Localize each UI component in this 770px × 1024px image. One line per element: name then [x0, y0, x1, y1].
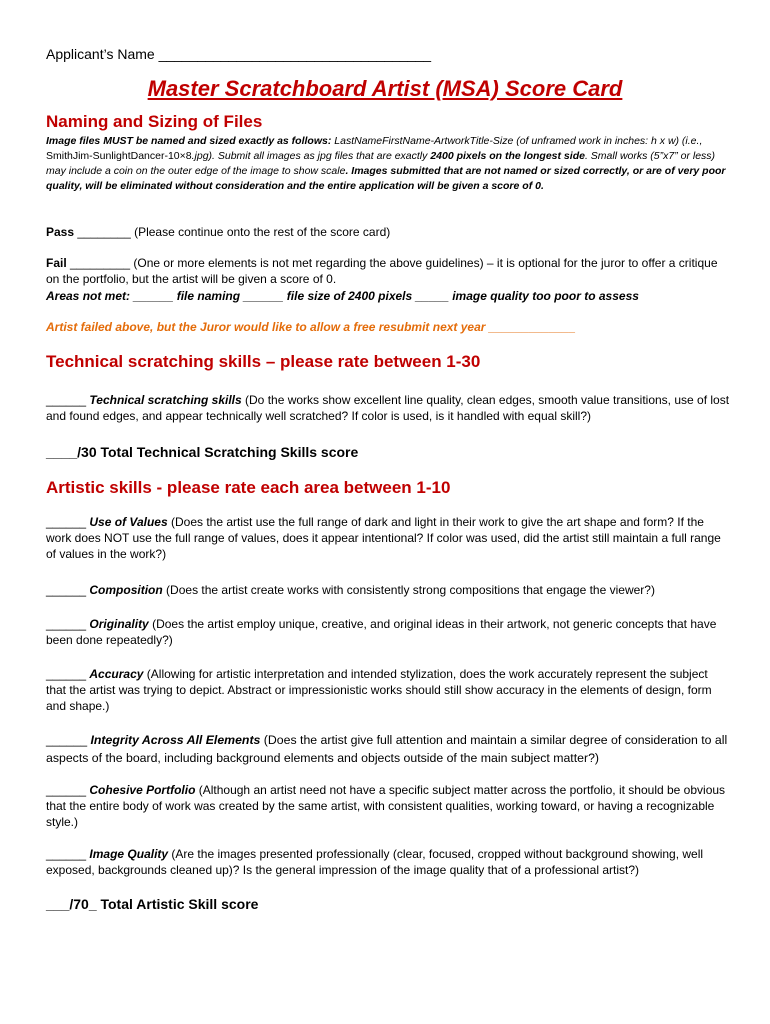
technical-heading: Technical scratching skills – please rate between 1-30: [46, 352, 481, 371]
item-label: Originality: [89, 617, 149, 631]
naming-heading: Naming and Sizing of Files: [46, 112, 263, 131]
naming-lead: Image files MUST be named and sized exactly as follows:: [46, 135, 335, 147]
artistic-item-accuracy: [46, 666, 730, 714]
item-blank: ______: [46, 733, 91, 747]
pass-line: [46, 224, 730, 240]
item-blank: ______: [46, 515, 90, 529]
page-title: Master Scratchboard Artist (MSA) Score Card: [147, 76, 623, 101]
item-desc: (Allowing for artistic interpretation and intended stylization, does the work accurately represent the subject that the artist was trying to depict. Abstract or impressionistic works should still show accuracy in the elements of design, form and shape.): [46, 667, 712, 713]
item-blank: ______: [46, 617, 90, 631]
artistic-item-integrity: [46, 731, 730, 767]
item-label: Integrity Across All Elements: [90, 733, 261, 747]
naming-instructions: [46, 134, 730, 194]
pass-text: ________ (Please continue onto the rest of the score card): [74, 225, 391, 239]
technical-item-blank: ______: [46, 393, 90, 407]
applicant-name-line: Applicant’s Name ___________________________________: [46, 46, 432, 62]
technical-item-label: Technical scratching skills: [89, 393, 242, 407]
item-blank: ______: [46, 583, 90, 597]
item-label: Cohesive Portfolio: [89, 783, 196, 797]
artistic-item-values: [46, 514, 730, 562]
item-blank: ______: [46, 783, 90, 797]
artistic-item-composition: [46, 582, 730, 598]
artistic-total: ___/70_ Total Artistic Skill score: [46, 896, 259, 912]
areas-not-met: Areas not met: ______ file naming ______ file size of 2400 pixels _____ image quality too poor to assess: [46, 289, 639, 303]
item-label: Accuracy: [89, 667, 144, 681]
item-desc: (Does the artist use the full range of dark and light in their work to give the art shape and form? If the work does NOT use the full range of values, does it appear intentional? If color was used, did the artist still maintain a full range of values in the work?): [46, 515, 721, 561]
pass-label: Pass: [46, 225, 75, 239]
item-blank: ______: [46, 667, 90, 681]
artistic-item-image-quality: [46, 846, 730, 878]
fail-label: Fail: [46, 256, 67, 270]
naming-jpg: .jpg). Submit all images as jpg files that are exactly: [191, 150, 431, 162]
item-blank: ______: [46, 847, 90, 861]
item-desc: (Does the artist give full attention and maintain a similar degree of consideration to all aspects of the board, including background elements and objects outside of the main subject matter?): [46, 733, 728, 765]
naming-format: LastNameFirstName-ArtworkTitle-Size (of unframed work in inches: h x w) (i.e.,: [334, 135, 703, 147]
technical-total: ____/30 Total Technical Scratching Skills score: [46, 444, 359, 460]
item-label: Use of Values: [89, 515, 168, 529]
naming-example: SmithJim-SunlightDancer-10×8: [46, 150, 192, 162]
item-desc: (Are the images presented professionally (clear, focused, cropped without background showing, well exposed, backgrounds cleaned up)? Is the general impression of the image quality that of a professional artist?): [46, 847, 704, 877]
naming-pixels: 2400 pixels on the longest side: [430, 150, 585, 162]
technical-item-desc: (Do the works show excellent line quality, clean edges, smooth value transitions, use of lost and found edges, and appear technically well scratched? If color is used, is it handled with equal skill?): [46, 393, 730, 423]
item-desc: (Does the artist employ unique, creative, and original ideas in their artwork, not generic concepts that have been done repeatedly?): [46, 617, 717, 647]
fail-line: [46, 255, 730, 287]
artistic-heading: Artistic skills - please rate each area between 1-10: [46, 478, 451, 497]
item-desc: (Does the artist create works with consistently strong compositions that engage the viewer?): [162, 583, 655, 597]
naming-elimination: . Images submitted that are not named or sized correctly, or are of very poor quality, will be eliminated without consideration and the entire application will be given a score of 0.: [46, 165, 726, 192]
artistic-item-cohesive: [46, 782, 730, 830]
resubmit-note: Artist failed above, but the Juror would like to allow a free resubmit next year _____________: [46, 320, 576, 334]
item-label: Composition: [89, 583, 163, 597]
fail-text: _________ (One or more elements is not met regarding the above guidelines) – it is optional for the juror to offer a critique on the portfolio, but the artist will be given a score of 0.: [46, 256, 718, 286]
technical-item: [46, 392, 730, 424]
artistic-item-originality: [46, 616, 730, 648]
item-label: Image Quality: [89, 847, 169, 861]
item-desc: (Although an artist need not have a specific subject matter across the portfolio, it should be obvious that the entire body of work was created by the same artist, with consistent qualities, working toward, or having a recognizable style.): [46, 783, 726, 829]
naming-small-works: . Small works (5”x7” or less) may include a coin on the outer edge of the image to show scale: [46, 150, 716, 177]
